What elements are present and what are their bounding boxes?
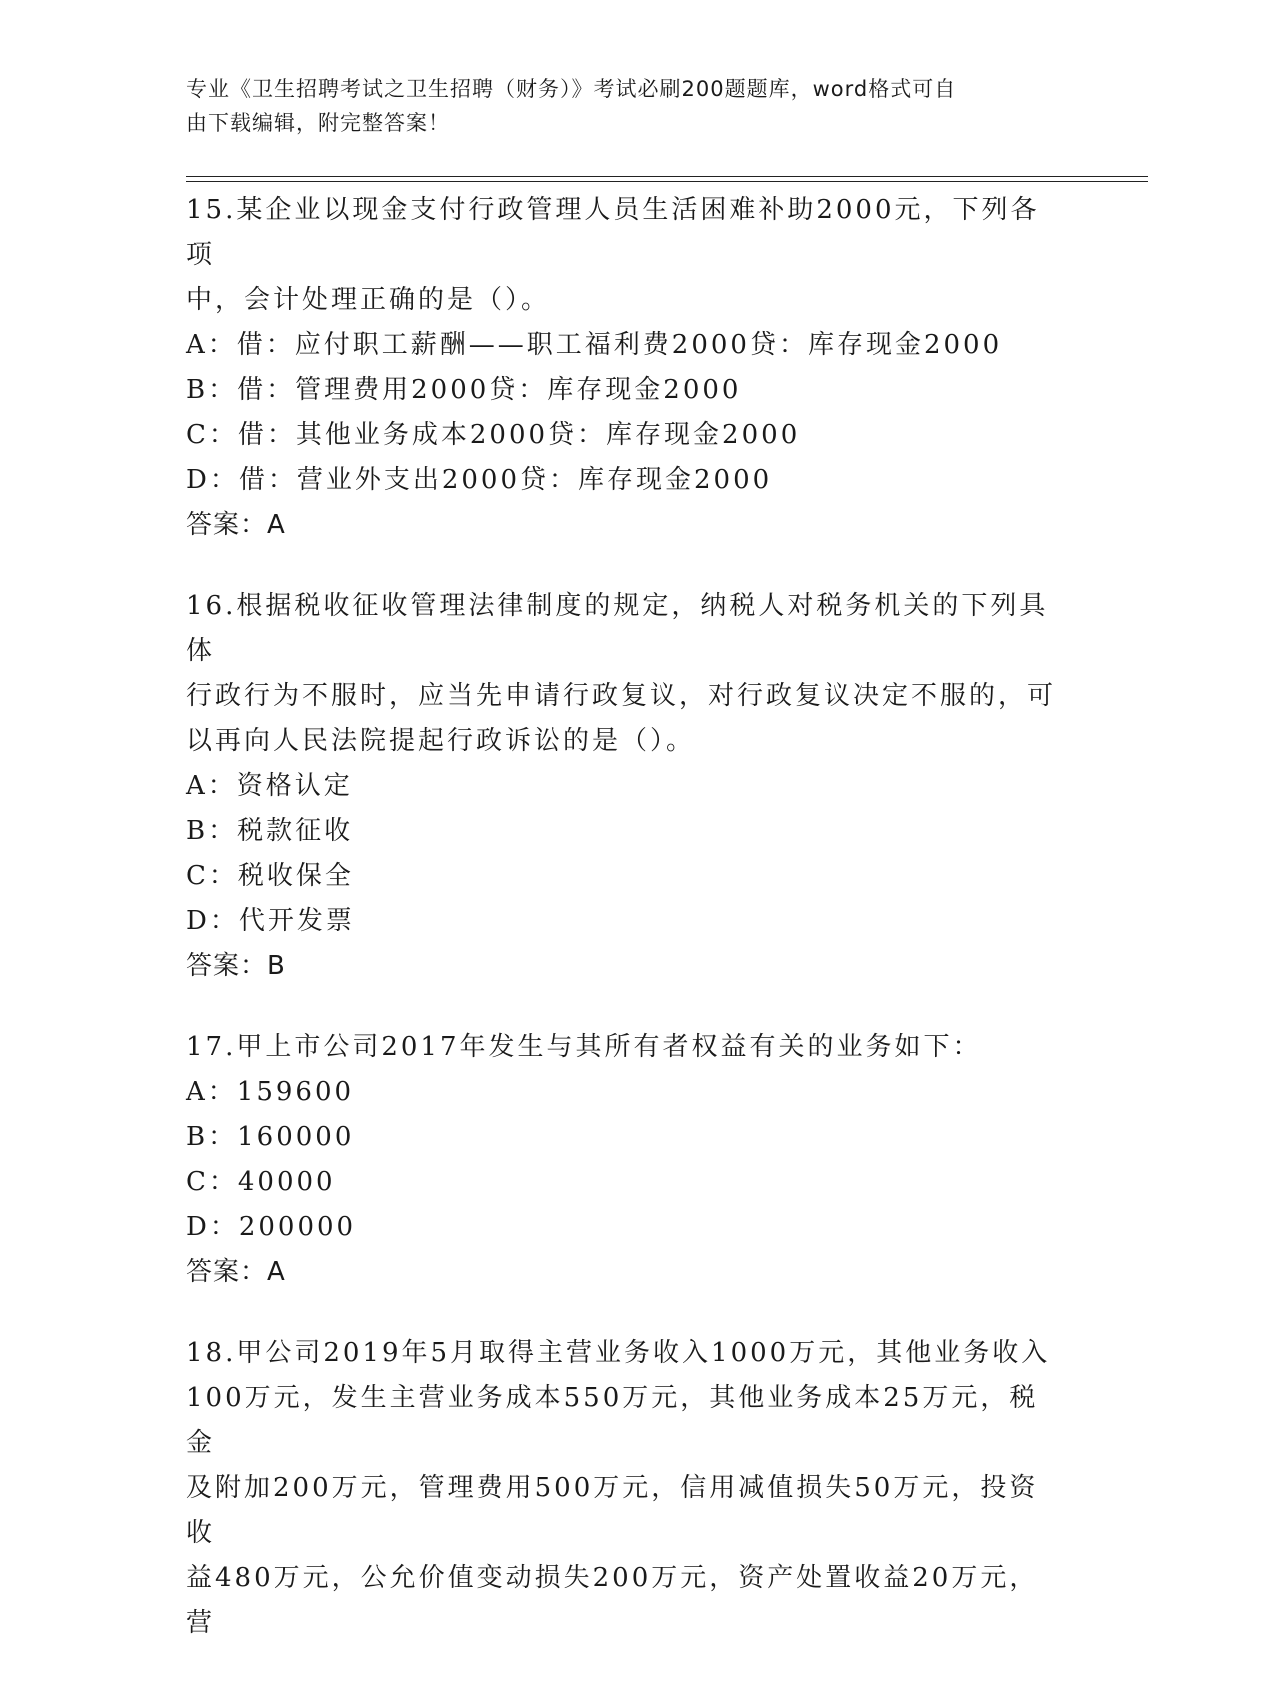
option-b: B：借：管理费用2000贷：库存现金2000 (186, 375, 742, 405)
option-b: B：税款征收 (186, 816, 354, 846)
answer: 答案：B (186, 951, 286, 981)
option-a: A：资格认定 (186, 771, 353, 801)
answer: 答案：A (186, 1257, 286, 1287)
question-18 (186, 1331, 1086, 1646)
question-17 (186, 1025, 1086, 1295)
header-divider (186, 176, 1148, 177)
option-d: D：200000 (186, 1212, 357, 1242)
option-c: C：税收保全 (186, 861, 354, 891)
option-b: B：160000 (186, 1122, 355, 1152)
option-c: C：借：其他业务成本2000贷：库存现金2000 (186, 420, 801, 450)
question-text: 中，会计处理正确的是（）。 (186, 285, 551, 315)
question-list (186, 188, 1086, 1682)
question-text: 益480万元，公允价值变动损失200万元，资产处置收益20万元，营 (186, 1563, 1039, 1638)
header-divider (186, 181, 1148, 182)
question-text: 及附加200万元，管理费用500万元，信用减值损失50万元，投资收 (186, 1473, 1039, 1548)
question-16 (186, 584, 1086, 989)
option-d: D：借：营业外支出2000贷：库存现金2000 (186, 465, 773, 495)
option-a: A：借：应付职工薪酬——职工福利费2000贷：库存现金2000 (186, 330, 1003, 360)
question-text: 16.根据税收征收管理法律制度的规定，纳税人对税务机关的下列具体 (186, 591, 1049, 666)
question-text: 17.甲上市公司2017年发生与其所有者权益有关的业务如下： (186, 1032, 982, 1062)
question-text: 行政行为不服时，应当先申请行政复议，对行政复议决定不服的，可 (186, 681, 1057, 711)
option-d: D：代开发票 (186, 906, 355, 936)
question-text: 以再向人民法院提起行政诉讼的是（）。 (186, 726, 696, 756)
header-line: 由下载编辑，附完整答案！ (186, 111, 450, 135)
option-c: C：40000 (186, 1167, 336, 1197)
question-text: 100万元，发生主营业务成本550万元，其他业务成本25万元，税金 (186, 1383, 1039, 1458)
question-15 (186, 188, 1086, 548)
option-a: A：159600 (186, 1077, 355, 1107)
answer: 答案：A (186, 510, 286, 540)
question-text: 15.某企业以现金支付行政管理人员生活困难补助2000元，下列各项 (186, 195, 1040, 270)
question-text: 18.甲公司2019年5月取得主营业务收入1000万元，其他业务收入 (186, 1338, 1051, 1368)
header-line: 专业《卫生招聘考试之卫生招聘（财务）》考试必刷200题题库，word格式可自 (186, 77, 957, 101)
document-header (186, 72, 1066, 140)
